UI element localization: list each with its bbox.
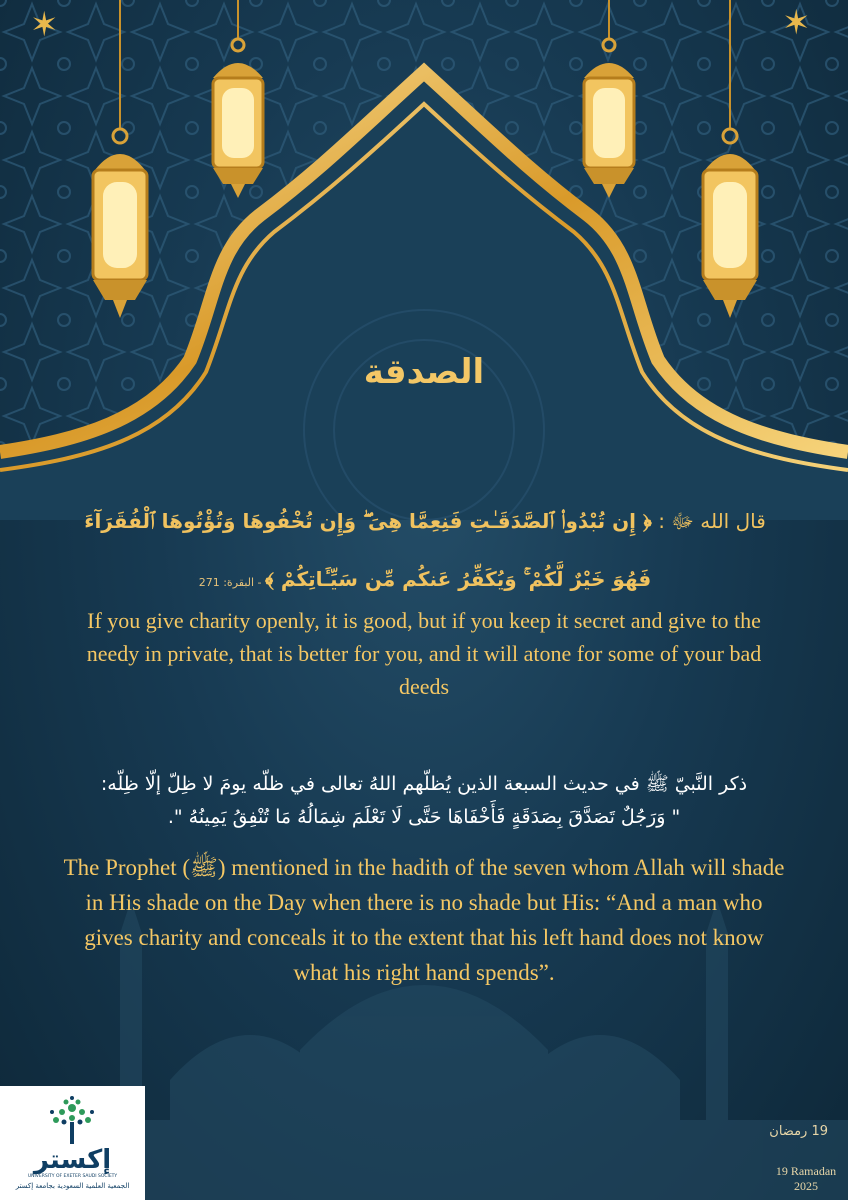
quran-verse-text: ﴿ إِن تُبْدُوا۟ ٱلصَّدَقَـٰتِ فَنِعِمَّا هِىَ ۖ وَإِن تُخْفُوهَا وَتُؤْتُوهَا ٱلْفُقَرَآءَ فَهُوَ خَيْرٌ لَّكُمْ ۚ وَيُكَفِّرُ عَنكُم مِّن سَيِّـَٔاتِكُمْ ﴾ — [84, 509, 652, 591]
hadith-translation: The Prophet (ﷺ) mentioned in the hadith of the seven whom Allah will shade in His shade on the Day when there is no shade but His: “And a man who gives charity and conceals it to the extent that his left hand does not know what his right hand spends”. — [63, 855, 785, 985]
date-english — [766, 1164, 846, 1194]
hadith-line-2: " وَرَجُلٌ تَصَدَّقَ بِصَدَقَةٍ فَأَخْفَاهَا حَتَّى لَا تَعْلَمَ شِمَالُهُ مَا تُنْفِقُ يَمِينُهُ ". — [167, 806, 681, 828]
verse-translation: If you give charity openly, it is good, but if you keep it secret and give to the needy in private, that is better for you, and it will atone for some of your bad deeds — [86, 608, 762, 699]
logo-subtitle-arabic: الجمعية العلمية السعودية بجامعة إكستر — [15, 1182, 130, 1190]
quran-reference: - البقرة: 271 — [198, 576, 266, 589]
lantern-icon — [85, 0, 155, 320]
date-english-day: 19 Ramadan — [775, 1164, 837, 1178]
logo-name-english: UNIVERSITY OF EXETER SAUDI SOCIETY — [27, 1174, 118, 1179]
tree-logo-icon — [42, 1094, 102, 1146]
logo-name-arabic: إكستر — [33, 1145, 112, 1175]
lantern-icon — [695, 0, 765, 320]
date-arabic: 19 رمضان — [769, 1124, 828, 1139]
star-icon: ✶ — [782, 3, 811, 43]
lantern-icon — [576, 0, 642, 200]
date-english-year: 2025 — [794, 1179, 818, 1193]
quran-intro: قال الله ﷻ : — [651, 509, 766, 533]
society-logo — [0, 1086, 145, 1200]
hadith-line-1: ذكر النَّبيّ ﷺ في حديث السبعة الذين يُظلّهم اللهُ تعالى في ظلّه يومَ لا ظِلّ إلّا ظِلّه: — [100, 773, 748, 795]
lantern-icon — [205, 0, 271, 200]
hadith-text — [50, 768, 798, 834]
page-title: الصدقة — [363, 352, 485, 392]
quran-verse — [80, 492, 770, 612]
star-icon: ✶ — [30, 5, 59, 45]
